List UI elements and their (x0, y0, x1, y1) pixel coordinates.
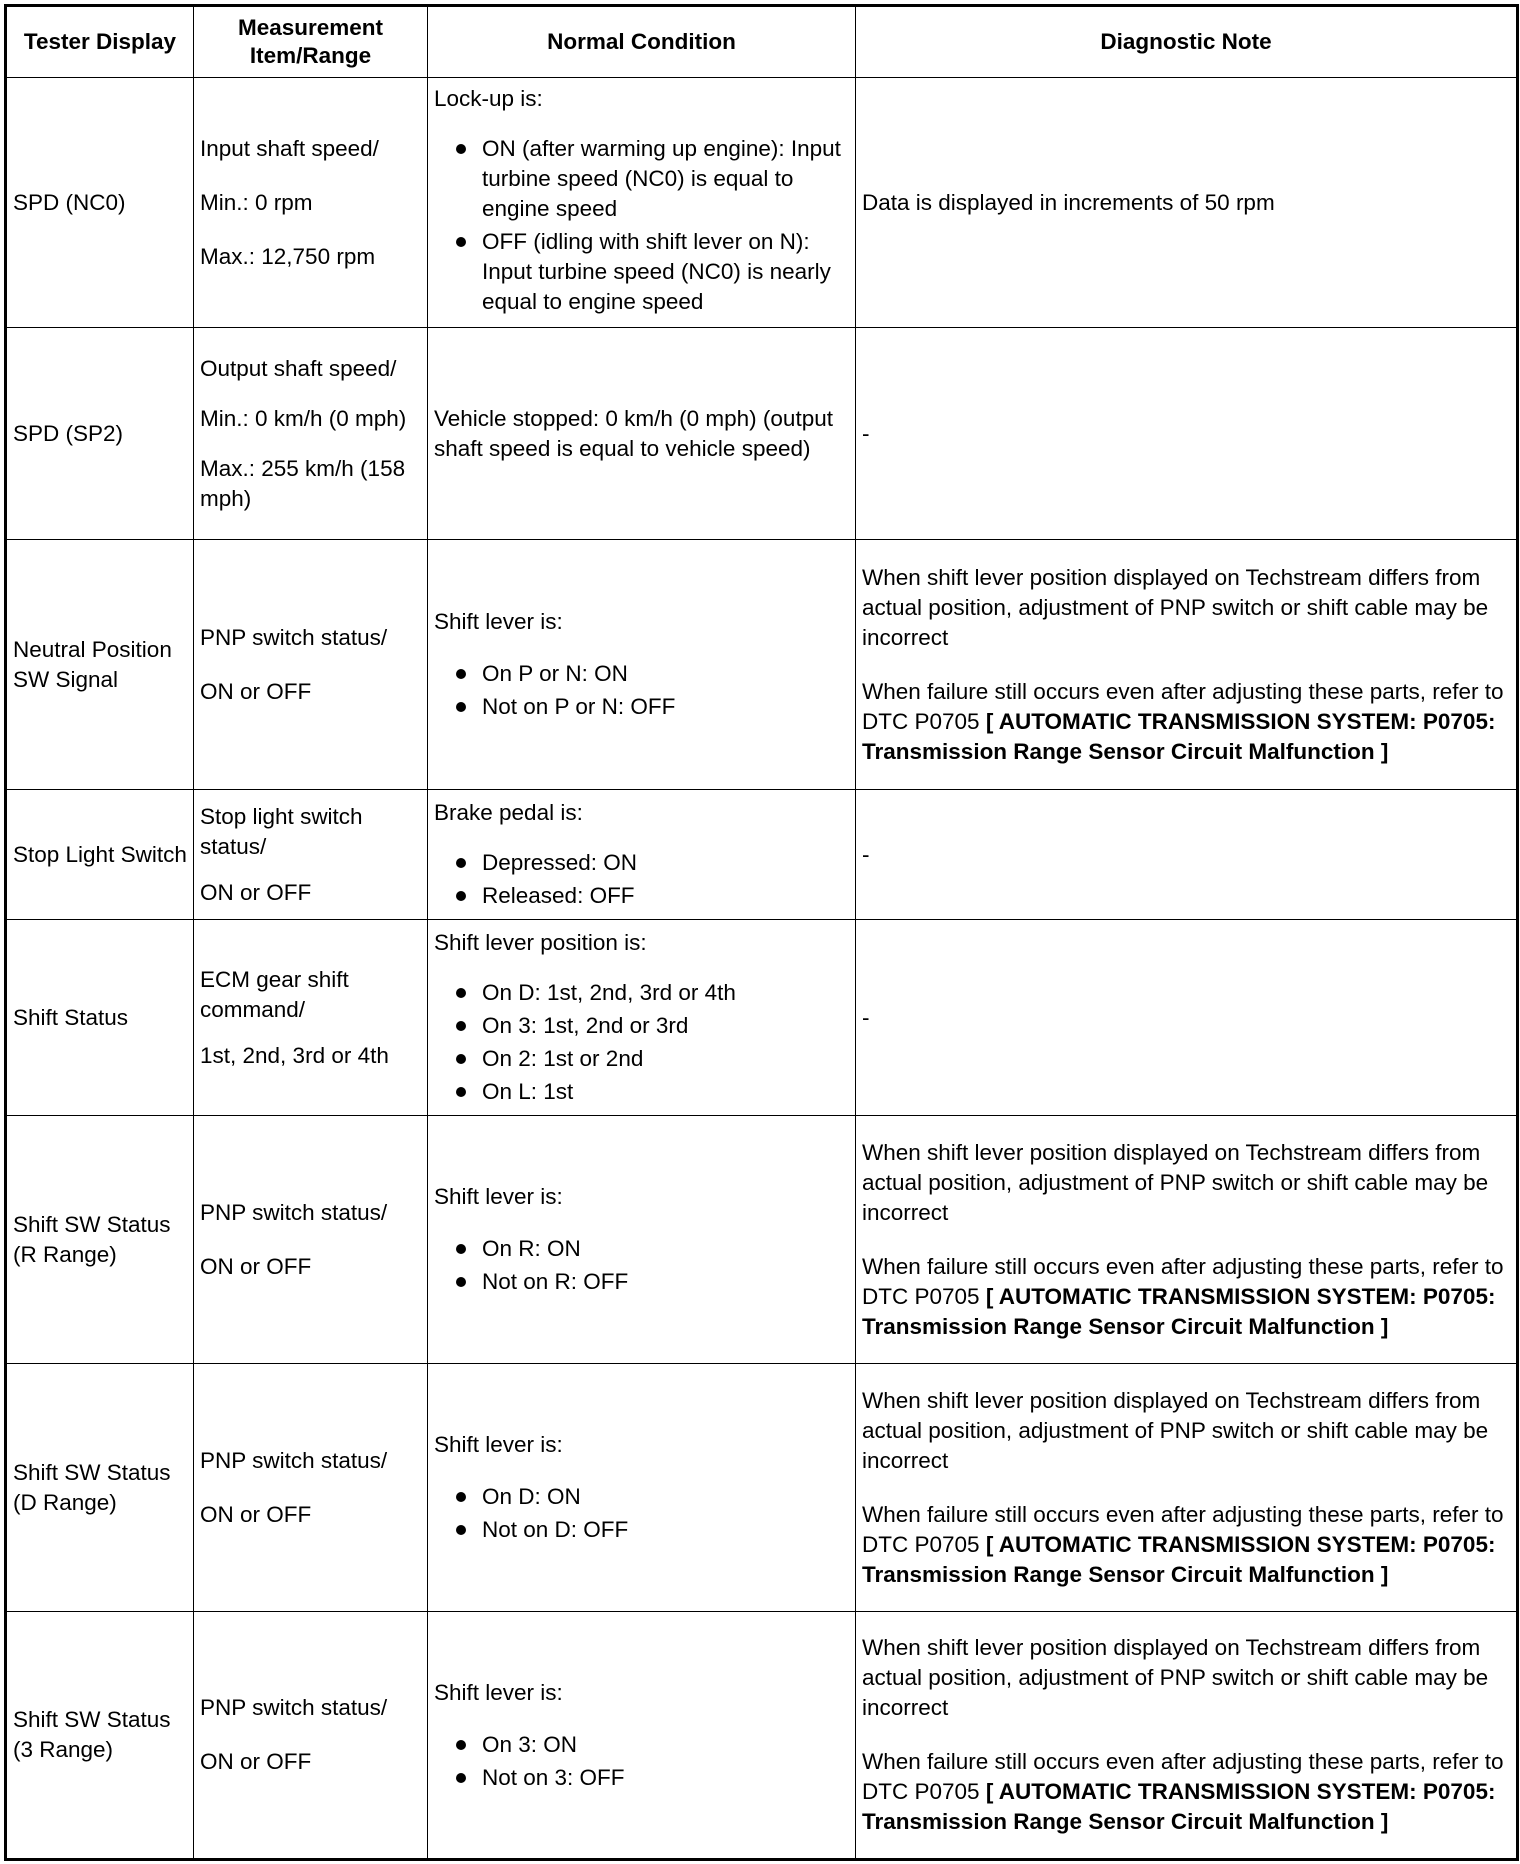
bullet-list (434, 848, 849, 911)
measure-line: PNP switch status/ (200, 1199, 388, 1225)
measure-line: Input shaft speed/ (200, 135, 379, 161)
measure-line: ON or OFF (200, 1501, 312, 1527)
diagnostic-note-cell (856, 1116, 1518, 1364)
dtc-reference-link[interactable]: [ AUTOMATIC TRANSMISSION SYSTEM: P0705: Transmission Range Sensor Circuit Malfunction ] (862, 1283, 1496, 1339)
normal-condition-cell (428, 1612, 856, 1860)
measurement-cell (194, 328, 428, 540)
normal-intro: Shift lever is: (434, 1432, 563, 1457)
note-paragraph (862, 1747, 1510, 1837)
measure-line: ECM gear shift command/ (200, 966, 349, 1022)
note-text: When failure still occurs even after adjusting these parts, refer to DTC P0705 (862, 1749, 1504, 1804)
measure-line: PNP switch status/ (200, 624, 388, 650)
list-item: Not on 3: OFF (434, 1763, 849, 1793)
list-item: On D: ON (434, 1482, 849, 1512)
list-item: On D: 1st, 2nd, 3rd or 4th (434, 978, 849, 1008)
measure-line: Max.: 12,750 rpm (200, 243, 376, 269)
measurement-cell (194, 1364, 428, 1612)
tester-display-cell: Shift SW Status (D Range) (6, 1364, 194, 1612)
normal-condition-cell (428, 540, 856, 790)
measure-line: Output shaft speed/ (200, 355, 397, 381)
measure-line: Min.: 0 rpm (200, 189, 313, 215)
list-item: On L: 1st (434, 1077, 849, 1107)
tester-display-cell: Shift SW Status (3 Range) (6, 1612, 194, 1860)
tester-display-cell: Stop Light Switch (6, 790, 194, 920)
note-text: When failure still occurs even after adjusting these parts, refer to DTC P0705 (862, 1253, 1504, 1309)
header-tester-display: Tester Display (6, 6, 194, 78)
normal-intro: Lock-up is: (434, 86, 543, 111)
normal-intro: Shift lever is: (434, 1679, 563, 1705)
normal-condition-cell (428, 790, 856, 920)
dtc-reference-link[interactable]: [ AUTOMATIC TRANSMISSION SYSTEM: P0705: Transmission Range Sensor Circuit Malfunction ] (862, 708, 1496, 764)
diagnostic-note-cell: - (856, 328, 1518, 540)
list-item: On 2: 1st or 2nd (434, 1044, 849, 1074)
bullet-list (434, 978, 849, 1107)
table-row (6, 540, 1518, 790)
measurement-cell (194, 78, 428, 328)
table-row (6, 790, 1518, 920)
bullet-list (434, 659, 849, 722)
normal-condition-cell (428, 1364, 856, 1612)
measure-line: PNP switch status/ (200, 1695, 388, 1720)
normal-condition-cell (428, 78, 856, 328)
note-paragraph (862, 1500, 1510, 1590)
measurement-cell (194, 790, 428, 920)
measure-line: ON or OFF (200, 1253, 312, 1279)
measurement-cell (194, 920, 428, 1116)
measure-line: ON or OFF (200, 678, 312, 704)
bullet-list (434, 1730, 849, 1793)
diagnostic-note-cell: - (856, 790, 1518, 920)
list-item: On P or N: ON (434, 659, 849, 689)
list-item: ON (after warming up engine): Input turbine speed (NC0) is equal to engine speed (434, 134, 849, 224)
header-normal-condition: Normal Condition (428, 6, 856, 78)
list-item: Not on R: OFF (434, 1267, 849, 1297)
list-item: Depressed: ON (434, 848, 849, 878)
normal-condition-cell: Vehicle stopped: 0 km/h (0 mph) (output shaft speed is equal to vehicle speed) (428, 328, 856, 540)
note-paragraph: When shift lever position displayed on Techstream differs from actual position, adjustment of PNP switch or shift cable may be incorrect (862, 1635, 1489, 1720)
table-row (6, 1612, 1518, 1860)
note-paragraph: When shift lever position displayed on Techstream differs from actual position, adjustment of PNP switch or shift cable may be incorrect (862, 1387, 1489, 1473)
table-row (6, 328, 1518, 540)
measure-line: ON or OFF (200, 1749, 312, 1774)
diagnostic-note-cell (856, 1612, 1518, 1860)
normal-intro: Brake pedal is: (434, 800, 583, 825)
dtc-reference-link[interactable]: [ AUTOMATIC TRANSMISSION SYSTEM: P0705: Transmission Range Sensor Circuit Malfunction ] (862, 1531, 1496, 1587)
list-item: OFF (idling with shift lever on N): Input turbine speed (NC0) is nearly equal to engine speed (434, 227, 849, 317)
dtc-reference-link[interactable]: [ AUTOMATIC TRANSMISSION SYSTEM: P0705: Transmission Range Sensor Circuit Malfunction ] (862, 1779, 1496, 1834)
table-row (6, 1116, 1518, 1364)
tester-display-cell: Shift SW Status (R Range) (6, 1116, 194, 1364)
list-item: Not on D: OFF (434, 1515, 849, 1545)
measurement-cell (194, 1612, 428, 1860)
measurement-cell (194, 1116, 428, 1364)
tester-display-cell: Neutral Position SW Signal (6, 540, 194, 790)
diagnostic-note-cell: - (856, 920, 1518, 1116)
bullet-list (434, 134, 849, 317)
table-row (6, 920, 1518, 1116)
list-item: On 3: 1st, 2nd or 3rd (434, 1011, 849, 1041)
tester-display-cell: Shift Status (6, 920, 194, 1116)
note-paragraph: When shift lever position displayed on Techstream differs from actual position, adjustment of PNP switch or shift cable may be incorrect (862, 564, 1489, 650)
normal-condition-cell (428, 920, 856, 1116)
list-item: Released: OFF (434, 881, 849, 911)
normal-condition-cell (428, 1116, 856, 1364)
measure-line: Min.: 0 km/h (0 mph) (200, 405, 407, 431)
header-row (6, 6, 1518, 78)
note-text: When failure still occurs even after adjusting these parts, refer to DTC P0705 (862, 678, 1504, 734)
tester-display-cell: SPD (SP2) (6, 328, 194, 540)
diagnostic-note-cell: Data is displayed in increments of 50 rpm (856, 78, 1518, 328)
list-item: On R: ON (434, 1234, 849, 1264)
note-text: When failure still occurs even after adjusting these parts, refer to DTC P0705 (862, 1501, 1504, 1557)
normal-intro: Shift lever is: (434, 1184, 563, 1209)
diagnostic-note-cell (856, 540, 1518, 790)
measure-line: Max.: 255 km/h (158 mph) (200, 455, 406, 511)
note-paragraph: When shift lever position displayed on Techstream differs from actual position, adjustment of PNP switch or shift cable may be incorrect (862, 1139, 1489, 1225)
measure-line: ON or OFF (200, 879, 312, 905)
header-diagnostic-note: Diagnostic Note (856, 6, 1518, 78)
table-row (6, 78, 1518, 328)
list-item: Not on P or N: OFF (434, 692, 849, 722)
bullet-list (434, 1234, 849, 1297)
measurement-cell (194, 540, 428, 790)
note-paragraph (862, 677, 1510, 767)
measure-line: Stop light switch status/ (200, 803, 363, 859)
list-item: On 3: ON (434, 1730, 849, 1760)
header-measurement: Measurement Item/Range (194, 6, 428, 78)
tester-display-cell: SPD (NC0) (6, 78, 194, 328)
diagnostic-note-cell (856, 1364, 1518, 1612)
normal-intro: Shift lever is: (434, 609, 563, 634)
normal-intro: Shift lever position is: (434, 930, 647, 955)
table-row (6, 1364, 1518, 1612)
data-list-table (4, 4, 1519, 1861)
measure-line: PNP switch status/ (200, 1447, 388, 1473)
bullet-list (434, 1482, 849, 1545)
measure-line: 1st, 2nd, 3rd or 4th (200, 1042, 389, 1068)
note-paragraph (862, 1252, 1510, 1342)
